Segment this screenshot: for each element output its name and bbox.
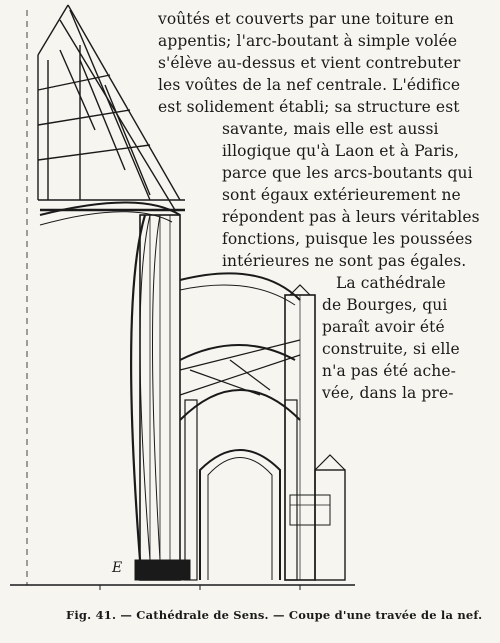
text-line: s'élève au-dessus et vient contrebuter bbox=[158, 54, 461, 72]
text-line: est solidement établi; sa structure est bbox=[158, 98, 460, 116]
text-line: construite, si elle bbox=[322, 340, 460, 358]
text-line: voûtés et couverts par une toiture en bbox=[158, 10, 454, 28]
side-chapel bbox=[290, 455, 345, 580]
text-line: illogique qu'à Laon et à Paris, bbox=[222, 142, 460, 160]
text-line: de Bourges, qui bbox=[322, 296, 448, 314]
main-pier bbox=[135, 215, 190, 580]
text-line: savante, mais elle est aussi bbox=[222, 120, 439, 138]
text-line: intérieures ne sont pas égales. bbox=[222, 252, 467, 270]
text-line: sont égaux extérieurement ne bbox=[222, 186, 461, 204]
text-line: parce que les arcs-boutants qui bbox=[222, 164, 473, 182]
aisle-roof bbox=[180, 340, 300, 395]
aisle-arcade bbox=[180, 390, 300, 580]
nave-vault bbox=[40, 203, 185, 561]
text-line: paraît avoir été bbox=[322, 318, 445, 336]
figure-caption: Fig. 41. — Cathédrale de Sens. — Coupe d'une travée de la nef. bbox=[66, 608, 483, 622]
text-line: n'a pas été ache- bbox=[322, 362, 456, 380]
text-line: les voûtes de la nef centrale. L'édifice bbox=[158, 76, 461, 94]
text-line: vée, dans la pre- bbox=[322, 384, 454, 402]
figure-monogram: E bbox=[112, 560, 123, 576]
text-line: fonctions, puisque les poussées bbox=[222, 230, 473, 248]
text-line: appentis; l'arc-boutant à simple volée bbox=[158, 32, 458, 50]
text-line: La cathédrale bbox=[336, 274, 446, 292]
text-line: répondent pas à leurs véritables bbox=[222, 208, 480, 226]
